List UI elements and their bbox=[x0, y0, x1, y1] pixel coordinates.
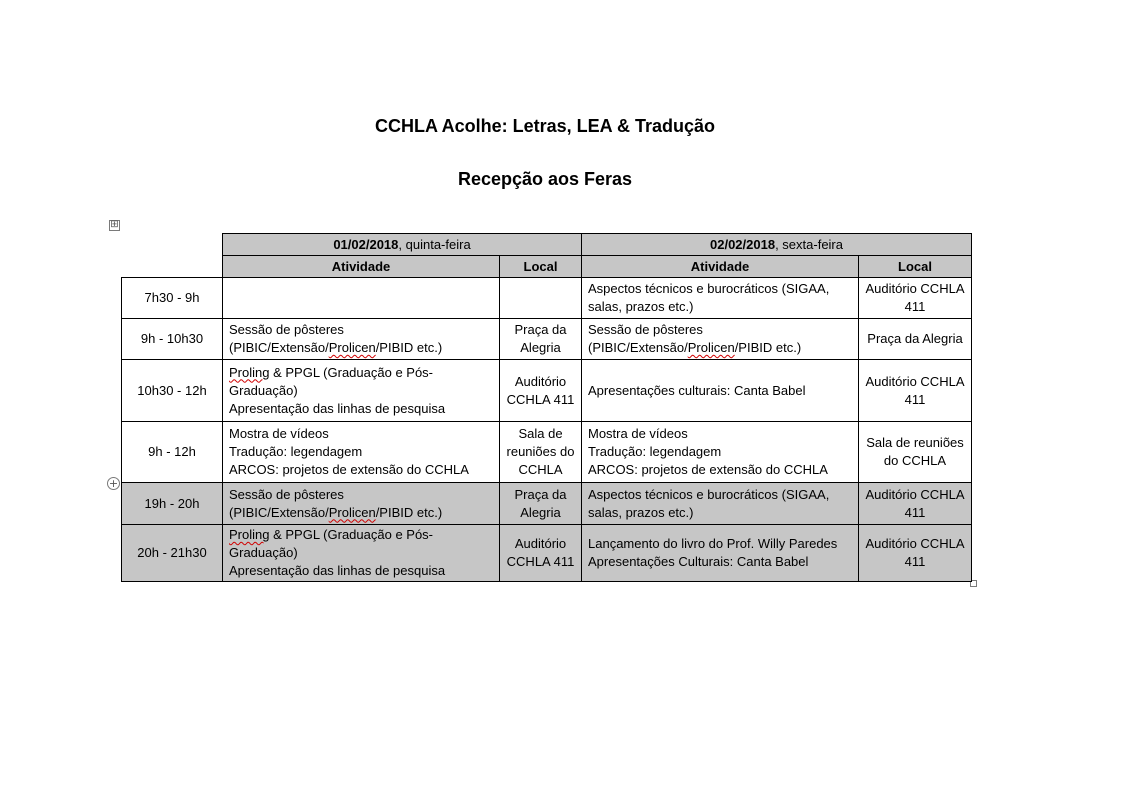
activity-line: Mostra de vídeos bbox=[588, 426, 688, 441]
location-cell[interactable]: Sala de reuniões do CCHLA bbox=[500, 422, 582, 483]
table-move-icon[interactable]: ⊞ bbox=[110, 219, 119, 230]
schedule-table bbox=[121, 233, 972, 582]
document-title: CCHLA Acolhe: Letras, LEA & Tradução bbox=[374, 116, 716, 136]
location-cell[interactable]: Auditório CCHLA 411 bbox=[859, 278, 972, 319]
activity-cell[interactable] bbox=[223, 360, 500, 422]
location-cell[interactable]: Praça da Alegria bbox=[859, 319, 972, 360]
activity-cell[interactable] bbox=[223, 422, 500, 483]
day-header-1[interactable] bbox=[223, 234, 582, 256]
activity-cell[interactable] bbox=[582, 483, 859, 525]
activity-cell[interactable] bbox=[223, 483, 500, 525]
corner-cell bbox=[122, 256, 223, 278]
corner-cell bbox=[122, 234, 223, 256]
location-cell[interactable]: Praça da Alegria bbox=[500, 319, 582, 360]
table-row bbox=[122, 319, 972, 360]
day-header-2[interactable] bbox=[582, 234, 972, 256]
activity-line: Apresentações Culturais: Canta Babel bbox=[588, 554, 809, 569]
time-cell[interactable]: 9h - 10h30 bbox=[122, 319, 223, 360]
activity-line: Tradução: legendagem bbox=[229, 444, 363, 459]
activity-line: (PIBIC/Extensão/Prolicen/PIBID etc.) bbox=[588, 340, 802, 355]
activity-line: (PIBIC/Extensão/Prolicen/PIBID etc.) bbox=[229, 504, 443, 520]
activity-cell[interactable] bbox=[582, 525, 859, 582]
activity-line: (PIBIC/Extensão/Prolicen/PIBID etc.) bbox=[229, 340, 443, 355]
day-date: 02/02/2018 bbox=[710, 236, 776, 252]
time-cell[interactable]: 20h - 21h30 bbox=[122, 525, 223, 582]
location-header[interactable]: Local bbox=[500, 256, 582, 278]
location-cell[interactable]: Auditório CCHLA 411 bbox=[500, 525, 582, 582]
day-weekday: , sexta-feira bbox=[775, 236, 843, 252]
activity-line: ARCOS: projetos de extensão do CCHLA bbox=[588, 462, 828, 477]
time-cell[interactable]: 19h - 20h bbox=[122, 483, 223, 525]
time-cell[interactable]: 10h30 - 12h bbox=[122, 360, 223, 422]
day-weekday: , quinta-feira bbox=[398, 236, 471, 252]
column-header-row bbox=[122, 256, 972, 278]
location-cell[interactable]: Sala de reuniões do CCHLA bbox=[859, 422, 972, 483]
activity-line: Apresentação das linhas de pesquisa bbox=[229, 400, 446, 416]
location-cell[interactable]: Praça da Alegria bbox=[500, 483, 582, 525]
spellcheck-word[interactable]: Prolicen bbox=[328, 340, 376, 355]
activity-line: Apresentações culturais: Canta Babel bbox=[588, 382, 806, 398]
activity-cell[interactable] bbox=[582, 360, 859, 422]
activity-line: Mostra de vídeos bbox=[229, 426, 329, 441]
location-cell[interactable]: Auditório CCHLA 411 bbox=[500, 360, 582, 422]
spellcheck-word[interactable]: Prolicen bbox=[328, 504, 376, 520]
activity-cell[interactable] bbox=[582, 319, 859, 360]
table-row bbox=[122, 483, 972, 525]
day-header-row bbox=[122, 234, 972, 256]
activity-line: Sessão de pôsteres bbox=[229, 322, 344, 337]
activity-cell[interactable] bbox=[582, 278, 859, 319]
activity-line: Lançamento do livro do Prof. Willy Paredes bbox=[588, 536, 838, 551]
location-cell[interactable]: Auditório CCHLA 411 bbox=[859, 360, 972, 422]
activity-line: Sessão de pôsteres bbox=[229, 486, 344, 502]
activity-line: Aspectos técnicos e burocráticos (SIGAA, salas, prazos etc.) bbox=[588, 486, 830, 520]
activity-line: Aspectos técnicos e burocráticos (SIGAA, salas, prazos etc.) bbox=[588, 281, 830, 314]
activity-cell[interactable] bbox=[223, 319, 500, 360]
row-insert-icon[interactable]: + bbox=[108, 477, 119, 490]
activity-line: Apresentação das linhas de pesquisa bbox=[229, 563, 446, 578]
location-header[interactable]: Local bbox=[859, 256, 972, 278]
spellcheck-word[interactable]: Proling bbox=[229, 527, 270, 542]
time-cell[interactable]: 9h - 12h bbox=[122, 422, 223, 483]
table-row bbox=[122, 525, 972, 582]
activity-line: ARCOS: projetos de extensão do CCHLA bbox=[229, 462, 469, 477]
table-row bbox=[122, 422, 972, 483]
table-row bbox=[122, 278, 972, 319]
time-cell[interactable]: 7h30 - 9h bbox=[122, 278, 223, 319]
location-cell[interactable] bbox=[500, 278, 582, 319]
table-row bbox=[122, 360, 972, 422]
document-subtitle: Recepção aos Feras bbox=[457, 169, 633, 189]
spellcheck-word[interactable]: Proling bbox=[229, 364, 270, 380]
activity-line: Proling & PPGL (Graduação e Pós-Graduação) bbox=[229, 364, 434, 398]
day-date: 01/02/2018 bbox=[333, 236, 399, 252]
location-cell[interactable]: Auditório CCHLA 411 bbox=[859, 525, 972, 582]
activity-header[interactable]: Atividade bbox=[582, 256, 859, 278]
activity-cell[interactable] bbox=[582, 422, 859, 483]
location-cell[interactable]: Auditório CCHLA 411 bbox=[859, 483, 972, 525]
activity-line: Sessão de pôsteres bbox=[588, 322, 703, 337]
activity-line: Tradução: legendagem bbox=[588, 444, 722, 459]
activity-line: Proling & PPGL (Graduação e Pós-Graduação) bbox=[229, 527, 434, 560]
activity-header[interactable]: Atividade bbox=[223, 256, 500, 278]
activity-cell[interactable] bbox=[223, 525, 500, 582]
activity-cell[interactable] bbox=[223, 278, 500, 319]
spellcheck-word[interactable]: Prolicen bbox=[687, 340, 735, 355]
